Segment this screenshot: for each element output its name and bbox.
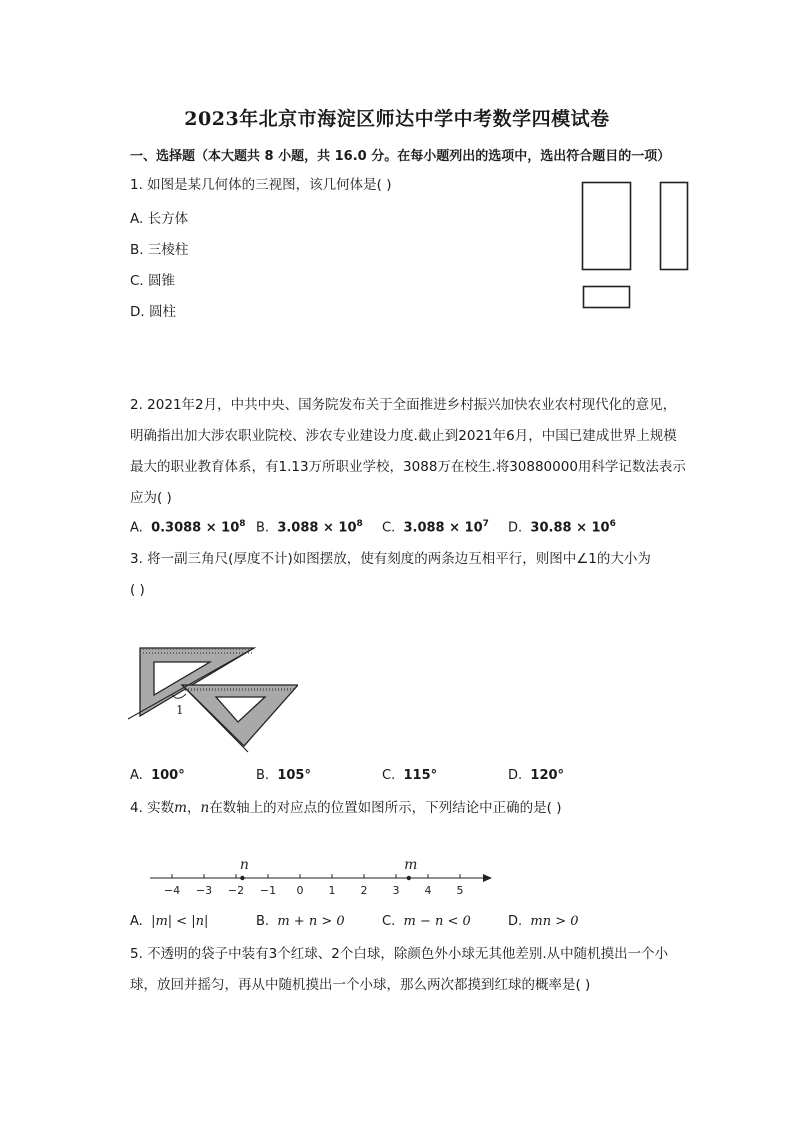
q3-options [130, 768, 670, 788]
q4-stem-post: 在数轴上的对应点的位置如图所示，下列结论中正确的是( ) [209, 800, 562, 816]
q2-option-d-base: 30.88 × 10 [530, 520, 610, 536]
number-line-tick-label: −4 [163, 884, 181, 897]
q3-option-a [130, 768, 185, 783]
q4-option-b [256, 914, 345, 929]
q2-option-b-exp: 8 [356, 519, 363, 529]
q5-line-2: 球，放回并摇匀，再从中随机摸出一个小球，那么两次都摸到红球的概率是( ) [130, 977, 591, 993]
q4-stem-n: n [200, 800, 210, 816]
q2-option-b [256, 519, 363, 535]
q2-option-a-label: A. [130, 520, 143, 536]
q4-option-c [382, 914, 471, 929]
q2-line-2: 明确指出加大涉农职业院校、涉农专业建设力度.截止到2021年6月，中国已建成世界上规模 [130, 428, 677, 444]
q2-option-d-label: D. [508, 520, 523, 536]
q1-option-d: D. 圆柱 [130, 304, 176, 320]
number-line-tick-label: 3 [392, 884, 400, 897]
q2-option-a-exp: 8 [239, 519, 246, 529]
q4-stem [130, 793, 562, 824]
three-view-figure [578, 178, 694, 314]
q3-option-c [382, 768, 437, 783]
point-m-label: m [404, 857, 418, 873]
q3-option-c-label: C. [382, 768, 396, 783]
q2-option-d [508, 519, 616, 535]
side-view [661, 183, 688, 270]
q2-line-4: 应为( ) [130, 490, 172, 506]
q3-option-b-value: 105° [277, 768, 311, 783]
number-line-ticks [164, 857, 464, 897]
number-line-tick-label: 1 [328, 884, 336, 897]
q4-option-b-label: B. [256, 914, 270, 929]
number-line-tick-label: −1 [259, 884, 277, 897]
q2-line-3: 最大的职业教育体系，有1.13万所职业学校，3088万在校生.将30880000用科学记数法表示 [130, 459, 686, 475]
q4-option-d [508, 914, 579, 929]
big-set-square-scale [141, 649, 253, 654]
q2-option-b-base: 3.088 × 10 [277, 520, 357, 536]
small-set-square [182, 685, 298, 746]
q3-option-a-value: 100° [151, 768, 185, 783]
number-line-figure [145, 852, 500, 898]
point-m [407, 876, 411, 880]
q3-option-d-label: D. [508, 768, 523, 783]
number-line-tick-label: −3 [195, 884, 213, 897]
q2-option-c-exp: 7 [482, 519, 489, 529]
q4-option-a-expr: |m| < |n| [151, 914, 209, 929]
q4-option-c-label: C. [382, 914, 396, 929]
q3-option-d [508, 768, 564, 783]
q4-option-c-expr: m − n < 0 [403, 914, 471, 929]
q4-option-d-label: D. [508, 914, 523, 929]
q2-option-d-exp: 6 [609, 519, 616, 529]
q3-option-c-value: 115° [403, 768, 438, 783]
point-n-label: n [239, 857, 249, 873]
angle-1-label: 1 [176, 703, 184, 717]
q1-option-a: A. 长方体 [130, 211, 189, 227]
q1-option-c: C. 圆锥 [130, 273, 176, 289]
triangle-rulers-figure [128, 640, 298, 755]
q2-line-1: 2. 2021年2月，中共中央、国务院发布关于全面推进乡村振兴加快农业农村现代化的意见， [130, 397, 677, 413]
front-view [583, 183, 631, 270]
small-set-square-scale [184, 686, 296, 691]
q4-option-d-expr: mn > 0 [530, 914, 579, 929]
q3-stem [130, 544, 690, 606]
q4-option-a [130, 914, 208, 929]
number-line-arrow [483, 874, 492, 882]
q2-option-a-base: 0.3088 × 10 [151, 520, 240, 536]
q2-option-b-label: B. [256, 520, 270, 536]
q4-stem-sep: ， [186, 800, 201, 816]
point-n [240, 876, 244, 880]
number-line-tick-label: 0 [296, 884, 304, 897]
q4-options [130, 914, 670, 934]
top-view [584, 287, 630, 308]
q5-stem [130, 939, 690, 1001]
q3-line-1: 3. 将一副三角尺(厚度不计)如图摆放，使有刻度的两条边互相平行，则图中∠1的大小为 [130, 551, 651, 567]
q5-line-1: 5. 不透明的袋子中装有3个红球、2个白球，除颜色外小球无其他差别.从中随机摸出一个小 [130, 946, 669, 962]
number-line-tick-label: 5 [456, 884, 464, 897]
q3-option-d-value: 120° [530, 768, 565, 783]
number-line-tick-label: 2 [360, 884, 368, 897]
q2-stem [130, 390, 690, 514]
q3-option-b-label: B. [256, 768, 270, 783]
page-title: 2023年北京市海淀区师达中学中考数学四模试卷 [184, 108, 610, 130]
q2-option-a [130, 519, 246, 535]
q2-option-c-base: 3.088 × 10 [403, 520, 483, 536]
q1-option-b: B. 三棱柱 [130, 242, 189, 258]
q3-line-2: ( ) [130, 582, 145, 598]
q4-stem-pre: 4. 实数 [130, 800, 175, 816]
section-heading: 一、选择题（本大题共 8 小题，共 16.0 分。在每小题列出的选项中，选出符合题目的一项） [130, 149, 671, 164]
q1-stem: 1. 如图是某几何体的三视图，该几何体是( ) [130, 177, 392, 193]
q4-option-a-label: A. [130, 914, 143, 929]
q2-options [130, 519, 670, 539]
number-line-tick-label: 4 [424, 884, 432, 897]
q3-option-b [256, 768, 311, 783]
q3-option-a-label: A. [130, 768, 143, 783]
q2-option-c [382, 519, 489, 535]
q4-stem-m: m [174, 800, 187, 816]
q4-option-b-expr: m + n > 0 [277, 914, 345, 929]
q2-option-c-label: C. [382, 520, 396, 536]
number-line-tick-label: −2 [227, 884, 245, 897]
